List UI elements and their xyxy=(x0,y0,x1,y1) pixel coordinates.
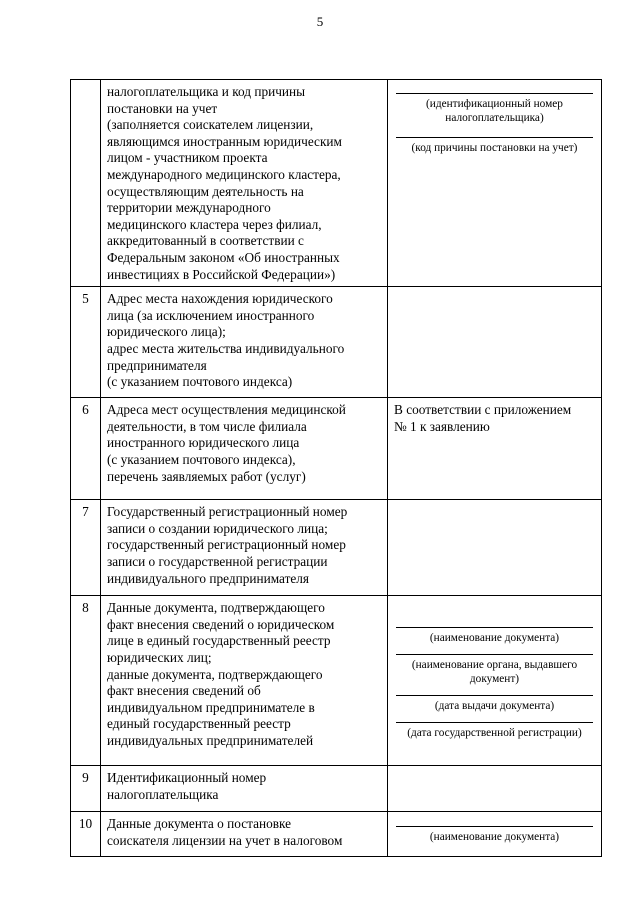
application-form-table xyxy=(70,79,602,857)
row-fields xyxy=(388,596,602,766)
row-value-empty xyxy=(388,287,602,398)
row-value-empty xyxy=(388,500,602,596)
registration-date-caption: (дата государственной регистрации) xyxy=(396,722,593,740)
document-name-caption: (наименование документа) xyxy=(396,627,593,645)
row-value-empty xyxy=(388,766,602,812)
row-description: Адрес места нахождения юридического лица (за исключением иностранного юридического лица); адрес места жительства индивидуального предпринимателя (с указанием почтового индекса) xyxy=(101,287,388,398)
row-description: Идентификационный номер налогоплательщика xyxy=(101,766,388,812)
table-row xyxy=(71,80,602,287)
row-number: 5 xyxy=(71,287,101,398)
tax-document-name-caption: (наименование документа) xyxy=(396,826,593,844)
kpp-field-caption: (код причины постановки на учет) xyxy=(396,137,593,155)
table-row xyxy=(71,596,602,766)
table-row xyxy=(71,398,602,500)
row-number: 7 xyxy=(71,500,101,596)
row-value: В соответствии с приложением № 1 к заявлению xyxy=(388,398,602,500)
row-description: налогоплательщика и код причины постановки на учет (заполняется соискателем лицензии, являющимся иностранным юридическим лицом - участником проекта международного медицинского кластера, осуществляющим деятельность на территории международного медицинского кластера через филиал, аккредитованный в соответствии с Федеральным законом «Об иностранных инвестициях в Российской Федерации») xyxy=(101,80,388,287)
table-row xyxy=(71,766,602,812)
row-number: 8 xyxy=(71,596,101,766)
row-description: Адреса мест осуществления медицинской деятельности, в том числе филиала иностранного юридического лица (с указанием почтового индекса), перечень заявляемых работ (услуг) xyxy=(101,398,388,500)
row-number: 6 xyxy=(71,398,101,500)
issue-date-caption: (дата выдачи документа) xyxy=(396,695,593,713)
table-row xyxy=(71,500,602,596)
table-row xyxy=(71,287,602,398)
table-row xyxy=(71,812,602,857)
row-fields xyxy=(388,812,602,857)
row-number: 10 xyxy=(71,812,101,857)
inn-field-caption: (идентификационный номер налогоплательщика) xyxy=(396,93,593,125)
row-fields xyxy=(388,80,602,287)
row-description: Государственный регистрационный номер записи о создании юридического лица; государственный регистрационный номер записи о государственной регистрации индивидуального предпринимателя xyxy=(101,500,388,596)
row-description: Данные документа о постановке соискателя лицензии на учет в налоговом xyxy=(101,812,388,857)
issuing-authority-caption: (наименование органа, выдавшего документ) xyxy=(396,654,593,686)
row-number xyxy=(71,80,101,287)
page-number: 5 xyxy=(316,14,324,29)
row-description: Данные документа, подтверждающего факт внесения сведений о юридическом лице в единый государственный реестр юридических лиц; данные документа, подтверждающего факт внесения сведений об индивидуальном предпринимателе в единый государственный реестр индивидуальных предпринимателей xyxy=(101,596,388,766)
row-number: 9 xyxy=(71,766,101,812)
